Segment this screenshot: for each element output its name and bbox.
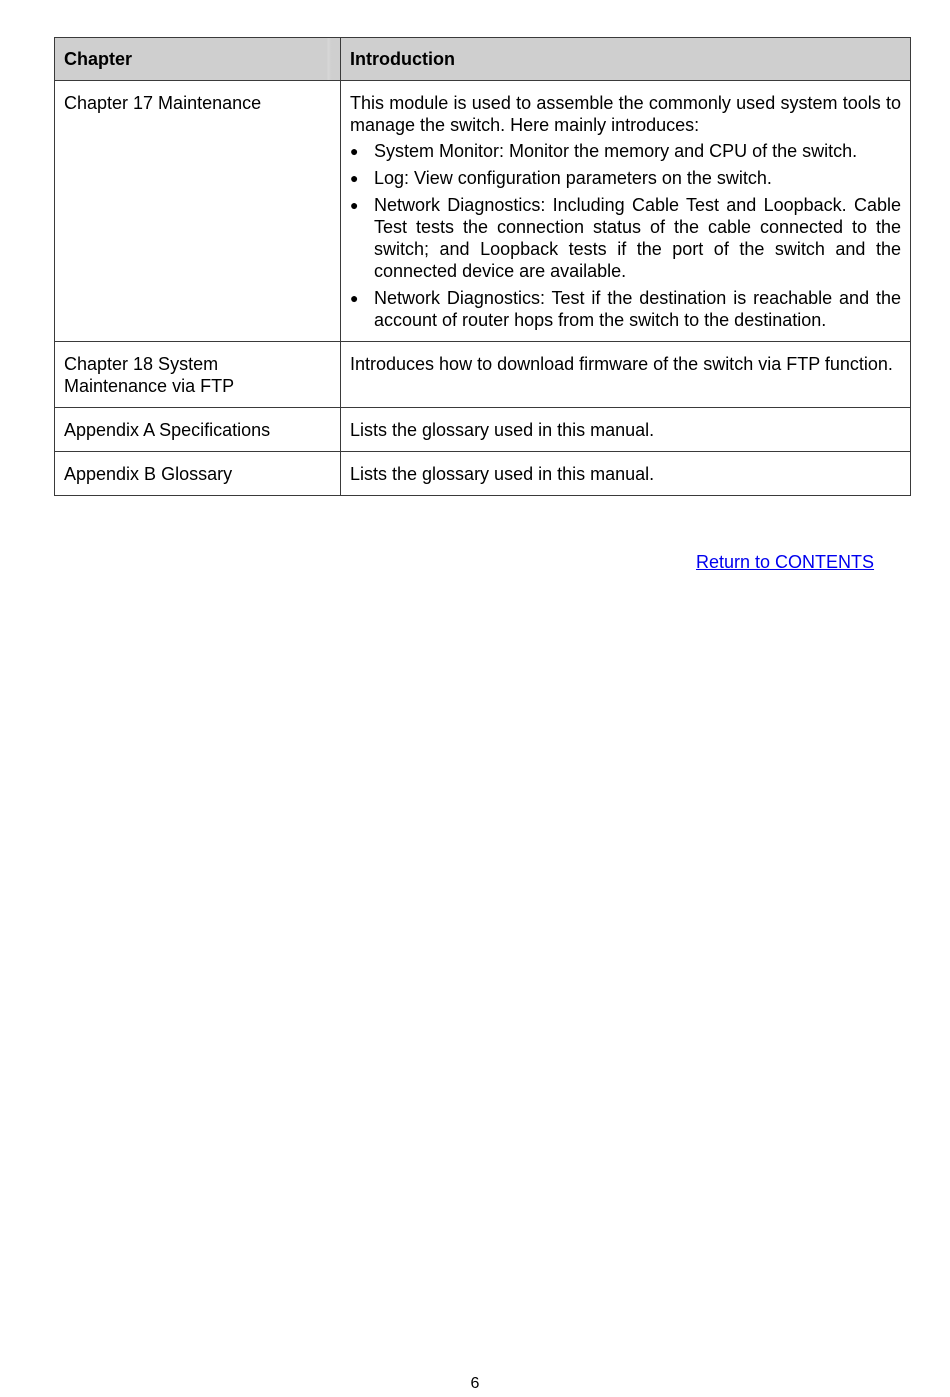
bullet-icon: ● bbox=[350, 170, 359, 186]
list-item bbox=[350, 140, 901, 162]
list-item-text: System Monitor: Monitor the memory and CPU of the switch. bbox=[374, 141, 858, 161]
table-row bbox=[55, 452, 911, 496]
list-item bbox=[350, 167, 901, 189]
introduction-cell: Lists the glossary used in this manual. bbox=[341, 452, 911, 496]
chapter-cell: Appendix B Glossary bbox=[55, 452, 341, 496]
column-header-introduction: Introduction bbox=[341, 38, 911, 81]
chapter-cell: Appendix A Specifications bbox=[55, 408, 341, 452]
table-header-row bbox=[55, 38, 911, 81]
bullet-icon: ● bbox=[350, 143, 359, 159]
chapter-table bbox=[54, 37, 911, 496]
introduction-cell bbox=[341, 81, 911, 342]
bullet-list bbox=[350, 140, 901, 331]
list-item bbox=[350, 287, 901, 331]
chapter-cell: Chapter 17 Maintenance bbox=[55, 81, 341, 342]
table-row bbox=[55, 408, 911, 452]
list-item-text: Log: View configuration parameters on the switch. bbox=[374, 168, 772, 188]
return-to-contents-link[interactable]: Return to CONTENTS bbox=[696, 552, 875, 572]
introduction-cell: Lists the glossary used in this manual. bbox=[341, 408, 911, 452]
bullet-icon: ● bbox=[350, 290, 359, 306]
table-row bbox=[55, 342, 911, 408]
chapter-cell-line: Maintenance via FTP bbox=[64, 376, 235, 396]
table-row bbox=[55, 81, 911, 342]
introduction-cell: Introduces how to download firmware of the switch via FTP function. bbox=[341, 342, 911, 408]
introduction-text: This module is used to assemble the commonly used system tools to manage the switch. Here mainly introduces: bbox=[350, 93, 901, 135]
page-number: 6 bbox=[470, 1375, 480, 1392]
list-item-text: Network Diagnostics: Including Cable Test and Loopback. Cable Test tests the connection status of the cable connected to the switch; and Loopback tests if the port of the switch and the connected device are available. bbox=[374, 195, 901, 281]
list-item bbox=[350, 194, 901, 282]
bullet-icon: ● bbox=[350, 197, 359, 213]
column-header-chapter: Chapter bbox=[55, 38, 341, 81]
chapter-cell-line: Chapter 18 System bbox=[64, 354, 219, 374]
list-item-text: Network Diagnostics: Test if the destination is reachable and the account of router hops from the switch to the destination. bbox=[374, 288, 901, 330]
chapter-cell bbox=[55, 342, 341, 408]
